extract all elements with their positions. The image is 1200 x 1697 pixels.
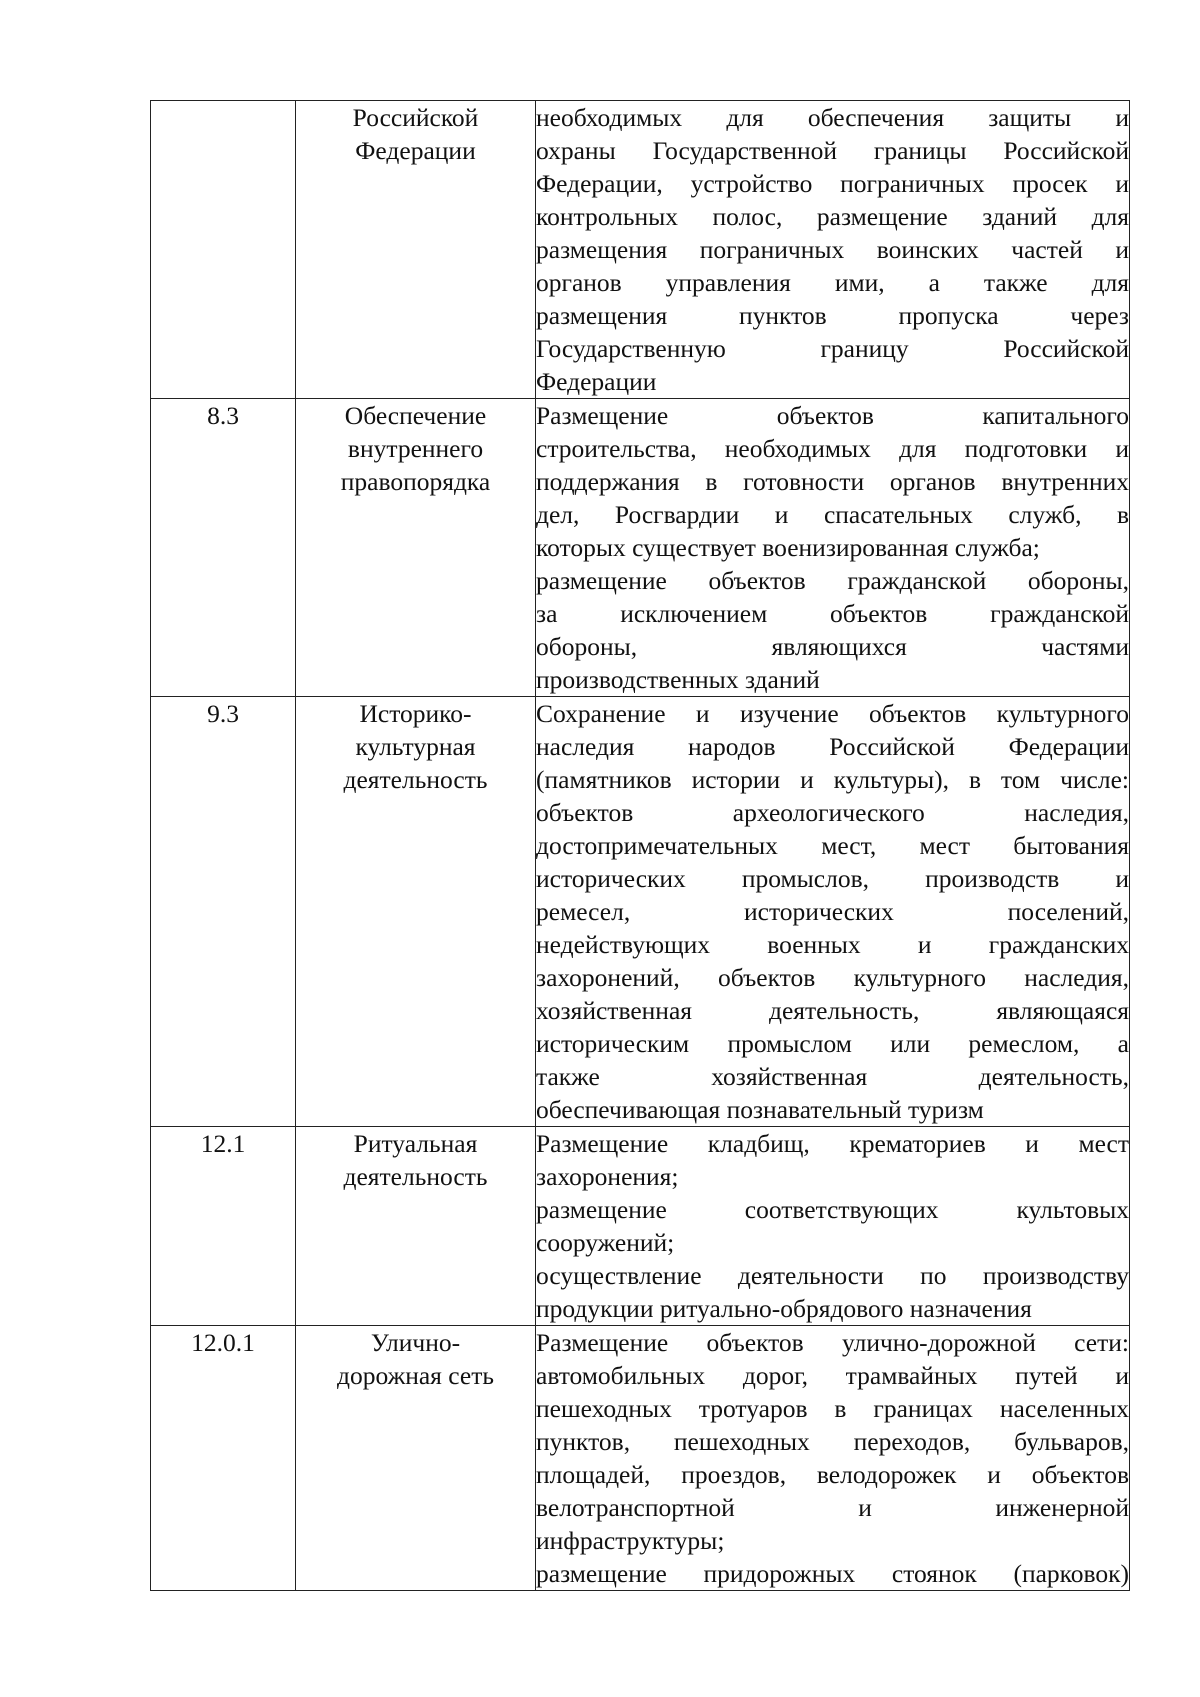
table-row [151,101,1130,399]
row-description-line: ремесел, исторических поселений, [536,897,1129,926]
row-name-line: деятельность [343,765,488,794]
row-description-line: недействующих военных и гражданских [536,930,1129,959]
row-description-line: дел, Росгвардии и спасательных служб, в [536,500,1129,529]
row-description-line: обороны, являющихся частями [536,632,1129,661]
row-name-cell [296,1127,536,1326]
row-description-line: пунктов, пешеходных переходов, бульваров, [536,1427,1129,1456]
row-name-line: культурная [355,732,476,761]
row-description-cell [536,1326,1130,1591]
row-description-line: за исключением объектов гражданской [536,599,1129,628]
row-description-line: Федерации, устройство пограничных просек и [536,169,1129,198]
row-description-line: наследия народов Российской Федерации [536,732,1129,761]
row-code: 12.0.1 [191,1328,255,1357]
row-description-line: размещение соответствующих культовых [536,1195,1129,1224]
row-code-cell [151,1127,296,1326]
row-description-line: захоронения; [536,1162,679,1191]
row-name-line: внутреннего [347,434,484,463]
row-description-line: велотранспортной и инженерной [536,1493,1129,1522]
row-name-line: деятельность [343,1162,488,1191]
row-description-line: историческим промыслом или ремеслом, а [536,1029,1129,1058]
row-name-line: Улично- [370,1328,461,1357]
row-description-line: производственных зданий [536,665,820,694]
row-name-line: Российской [352,103,479,132]
table-row [151,399,1130,697]
row-description-line: пешеходных тротуаров в границах населенных [536,1394,1129,1423]
land-use-table [150,100,1130,1591]
row-description-cell [536,1127,1130,1326]
table-row [151,697,1130,1127]
row-description-line: строительства, необходимых для подготовки и [536,434,1129,463]
row-description-line: Сохранение и изучение объектов культурного [536,699,1129,728]
row-code: 12.1 [200,1129,246,1158]
row-description-line: сооружений; [536,1228,675,1257]
row-name-cell [296,697,536,1127]
row-description-line: контрольных полос, размещение зданий для [536,202,1129,231]
row-description-line: автомобильных дорог, трамвайных путей и [536,1361,1129,1390]
row-description-line: продукции ритуально-обрядового назначения [536,1294,1032,1323]
row-description-line: Государственную границу Российской [536,334,1129,363]
row-description-line: достопримечательных мест, мест бытования [536,831,1129,860]
row-code: 8.3 [207,401,239,430]
row-name-cell [296,101,536,399]
row-name-cell [296,1326,536,1591]
row-description-line: также хозяйственная деятельность, [536,1062,1129,1091]
row-description-line: Размещение объектов улично-дорожной сети: [536,1328,1129,1357]
row-description-line: захоронений, объектов культурного наследия, [536,963,1129,992]
row-code-cell [151,399,296,697]
row-description-line: необходимых для обеспечения защиты и [536,103,1129,132]
row-description-line: Размещение кладбищ, крематориев и мест [536,1129,1129,1158]
row-code-cell [151,697,296,1127]
row-name-line: Историко- [359,699,472,728]
row-description-line: размещения пограничных воинских частей и [536,235,1129,264]
table-row [151,1326,1130,1591]
row-name-line: Обеспечение [344,401,487,430]
row-description-line: размещение придорожных стоянок (парковок) [536,1559,1129,1588]
row-description-line: осуществление деятельности по производству [536,1261,1129,1290]
row-code [151,101,295,134]
table-body [151,101,1130,1591]
row-description-line: размещения пунктов пропуска через [536,301,1129,330]
row-description-cell [536,101,1130,399]
row-description-line: поддержания в готовности органов внутренних [536,467,1129,496]
row-description-line: объектов археологического наследия, [536,798,1129,827]
row-description-line: размещение объектов гражданской обороны, [536,566,1129,595]
row-code: 9.3 [207,699,239,728]
row-code-cell [151,1326,296,1591]
table-row [151,1127,1130,1326]
row-description-line: площадей, проездов, велодорожек и объектов [536,1460,1129,1489]
row-description-line: которых существует военизированная служба; [536,533,1040,562]
row-description-cell [536,697,1130,1127]
row-description-line: Федерации [536,367,657,396]
row-description-line: (памятников истории и культуры), в том числе: [536,765,1129,794]
row-name-cell [296,399,536,697]
row-description-line: хозяйственная деятельность, являющаяся [536,996,1129,1025]
row-description-cell [536,399,1130,697]
row-description-line: органов управления ими, а также для [536,268,1129,297]
row-description-line: Размещение объектов капитального [536,401,1129,430]
row-description-line: инфраструктуры; [536,1526,725,1555]
row-name-line: Ритуальная [353,1129,478,1158]
row-name-line: правопорядка [340,467,491,496]
row-description-line: исторических промыслов, производств и [536,864,1129,893]
row-name-line: Федерации [355,136,476,165]
row-description-line: обеспечивающая познавательный туризм [536,1095,984,1124]
row-description-line: охраны Государственной границы Российской [536,136,1129,165]
row-code-cell [151,101,296,399]
row-name-line: дорожная сеть [337,1361,494,1390]
